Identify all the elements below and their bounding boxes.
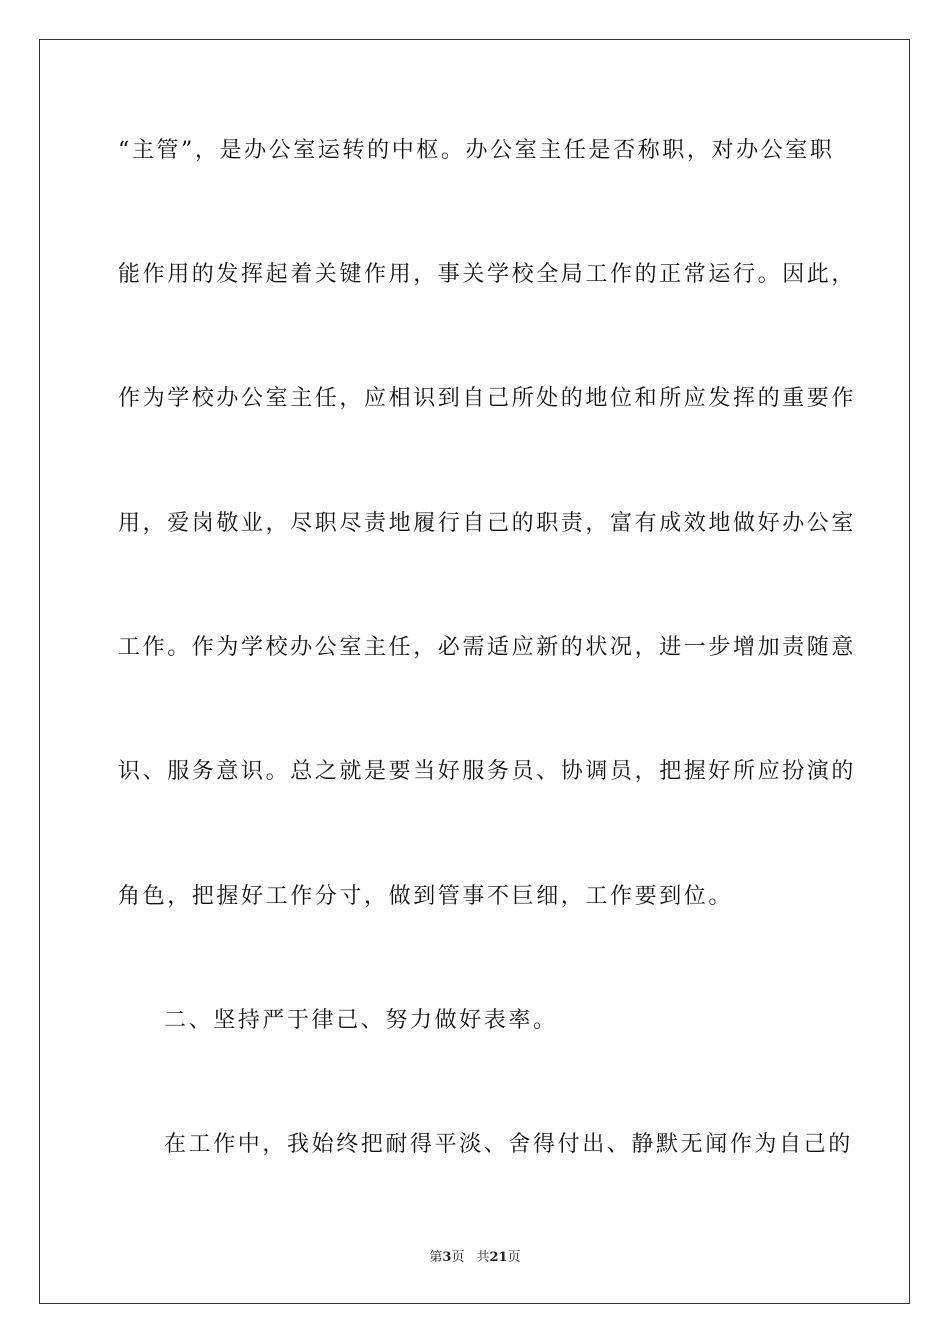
body-text-line: 作为学校办公室主任，应相识到自己所处的地位和所应发挥的重要作 <box>118 386 857 411</box>
body-text-line: 角色，把握好工作分寸，做到管事不巨细，工作要到位。 <box>118 884 734 909</box>
page-number: 3 <box>442 1250 452 1265</box>
page-border <box>39 39 910 1304</box>
body-text-line: 在工作中，我始终把耐得平淡、舍得付出、静默无闻作为自己的 <box>164 1132 853 1157</box>
page-suffix: 页 <box>451 1250 465 1265</box>
body-text-line: “主管”，是办公室运转的中枢。办公室主任是否称职，对办公室职 <box>118 138 835 163</box>
body-text-line: 识、服务意识。总之就是要当好服务员、协调员，把握好所应扮演的 <box>118 759 857 784</box>
body-text-line: 工作。作为学校办公室主任，必需适应新的状况，进一步增加责随意 <box>118 635 857 660</box>
total-pages: 21 <box>489 1250 508 1265</box>
body-text-line: 能作用的发挥起着关键作用，事关学校全局工作的正常运行。因此， <box>118 262 857 287</box>
section-heading: 二、坚持严于律己、努力做好表率。 <box>164 1008 558 1033</box>
total-prefix: 共 <box>476 1250 490 1265</box>
page-prefix: 第 <box>429 1250 443 1265</box>
total-suffix: 页 <box>507 1250 521 1265</box>
page-footer <box>0 1246 950 1265</box>
body-text-line: 用，爱岗敬业，尽职尽责地履行自己的职责，富有成效地做好办公室 <box>118 511 857 536</box>
